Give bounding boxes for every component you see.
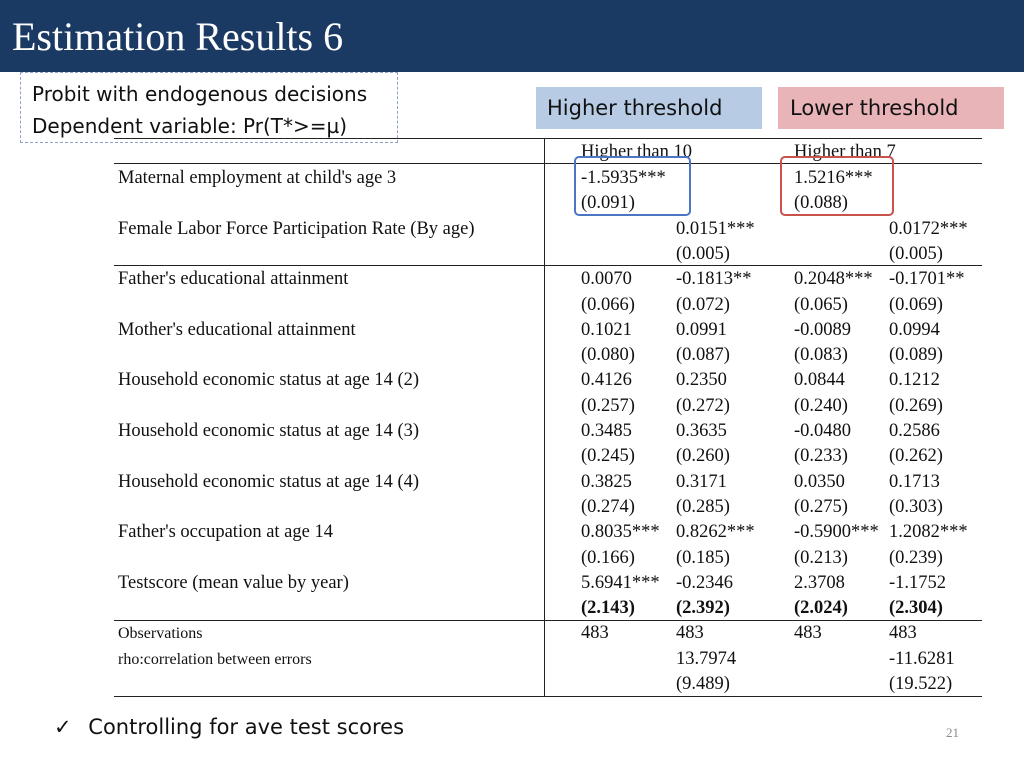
- higher-threshold-tag: Higher threshold: [536, 87, 762, 129]
- table-cell: (0.272): [676, 395, 730, 416]
- table-rule-section: [114, 265, 982, 266]
- table-cell: (0.072): [676, 294, 730, 315]
- table-cell: -0.1813**: [676, 269, 752, 290]
- checkmark-icon: ✓: [54, 715, 72, 739]
- highlight-box-lower: [780, 156, 894, 216]
- table-cell: (0.213): [794, 547, 848, 568]
- table-cell: -11.6281: [889, 648, 955, 669]
- table-cell: (0.269): [889, 395, 943, 416]
- table-cell: 0.8262***: [676, 522, 755, 543]
- table-cell: (0.166): [581, 547, 635, 568]
- table-cell: (0.066): [581, 294, 635, 315]
- table-cell: (0.260): [676, 446, 730, 467]
- table-cell: 0.0070: [581, 269, 632, 290]
- table-cell: (0.239): [889, 547, 943, 568]
- table-cell: 1.5216***: [794, 168, 873, 188]
- table-cell: 0.3825: [581, 471, 632, 492]
- table-cell: 13.7974: [676, 648, 737, 669]
- table-cell: 0.0844: [794, 370, 845, 391]
- results-table: [114, 138, 982, 697]
- dependent-variable: Dependent variable: Pr(T*>=µ): [32, 114, 348, 138]
- table-cell: (0.088): [794, 193, 848, 214]
- row-label: Household economic status at age 14 (4): [118, 471, 420, 492]
- table-cell: 0.3485: [581, 421, 632, 441]
- table-cell: (0.274): [581, 496, 635, 517]
- table-cell: (0.233): [794, 446, 848, 467]
- table-cell: 483: [676, 623, 704, 644]
- table-cell: 0.0172***: [889, 218, 968, 239]
- row-label: Father's occupation at age 14: [118, 522, 333, 543]
- table-cell: 0.4126: [581, 370, 632, 391]
- table-cell: (0.245): [581, 446, 635, 467]
- table-cell: -0.5900***: [794, 522, 879, 543]
- table-cell: (19.522): [889, 674, 953, 694]
- table-cell: 0.2586: [889, 421, 940, 441]
- table-cell: 0.3171: [676, 471, 727, 492]
- table-cell: (0.091): [581, 193, 635, 214]
- table-cell: 0.2350: [676, 370, 727, 391]
- table-cell: (0.080): [581, 345, 635, 366]
- table-cell: (2.392): [676, 598, 730, 619]
- table-rule-stats: [114, 620, 982, 621]
- table-cell: (0.005): [676, 243, 730, 264]
- table-cell: (0.262): [889, 446, 943, 467]
- table-cell: (0.087): [676, 345, 730, 366]
- table-cell: (0.069): [889, 294, 943, 315]
- model-info-box: [20, 72, 398, 143]
- title-bar: [0, 0, 1024, 72]
- table-cell: (0.285): [676, 496, 730, 517]
- table-cell: 5.6941***: [581, 572, 660, 593]
- column-header-higher-than-7: Higher than 7: [794, 142, 896, 162]
- table-cell: 0.8035***: [581, 522, 660, 543]
- table-cell: 2.3708: [794, 572, 845, 593]
- table-cell: (2.304): [889, 598, 943, 619]
- footer-note: [54, 713, 404, 741]
- table-rule-top: [114, 138, 982, 139]
- highlight-box-higher: [574, 156, 691, 216]
- table-cell: -1.5935***: [581, 168, 666, 188]
- table-cell: -1.1752: [889, 572, 947, 593]
- row-label: Household economic status at age 14 (3): [118, 421, 420, 441]
- table-cell: 1.2082***: [889, 522, 968, 543]
- table-cell: 0.1713: [889, 471, 940, 492]
- table-cell: (0.089): [889, 345, 943, 366]
- table-cell: (0.065): [794, 294, 848, 315]
- table-cell: 0.2048***: [794, 269, 873, 290]
- table-cell: (0.005): [889, 243, 943, 264]
- slide-title: Estimation Results 6: [12, 14, 344, 59]
- table-cell: 0.1021: [581, 319, 632, 340]
- row-label: Female Labor Force Participation Rate (By age): [118, 218, 475, 239]
- table-cell: 0.3635: [676, 421, 727, 441]
- row-label: Observations: [118, 625, 203, 643]
- row-label: Household economic status at age 14 (2): [118, 370, 420, 391]
- table-divider: [544, 138, 545, 697]
- page-number: 21: [946, 725, 959, 740]
- table-cell: 483: [889, 623, 917, 644]
- table-cell: (0.240): [794, 395, 848, 416]
- table-cell: 0.0350: [794, 471, 845, 492]
- table-cell: -0.1701**: [889, 269, 965, 290]
- row-label: Mother's educational attainment: [118, 319, 356, 340]
- table-rule-bottom: [114, 696, 982, 697]
- footer-note-text: Controlling for ave test scores: [88, 715, 405, 739]
- column-header-higher-than-10: Higher than 10: [581, 142, 692, 162]
- table-cell: 0.0151***: [676, 218, 755, 239]
- table-cell: 0.0994: [889, 319, 940, 340]
- lower-threshold-tag: Lower threshold: [778, 87, 1004, 129]
- row-label: Maternal employment at child's age 3: [118, 168, 397, 188]
- table-cell: (0.257): [581, 395, 635, 416]
- table-cell: -0.2346: [676, 572, 734, 593]
- row-label: Testscore (mean value by year): [118, 572, 349, 593]
- table-cell: 0.0991: [676, 319, 727, 340]
- table-cell: (2.143): [581, 598, 635, 619]
- model-description: Probit with endogenous decisions: [32, 82, 368, 106]
- table-cell: (0.275): [794, 496, 848, 517]
- row-label: Father's educational attainment: [118, 269, 349, 290]
- table-cell: 483: [581, 623, 609, 644]
- table-cell: (2.024): [794, 598, 848, 619]
- table-cell: 0.1212: [889, 370, 940, 391]
- table-cell: (0.185): [676, 547, 730, 568]
- table-cell: (0.303): [889, 496, 943, 517]
- table-cell: (0.083): [794, 345, 848, 366]
- table-cell: 483: [794, 623, 822, 644]
- row-label: rho:correlation between errors: [118, 650, 312, 668]
- table-cell: (9.489): [676, 674, 730, 694]
- table-cell: -0.0480: [794, 421, 852, 441]
- table-cell: -0.0089: [794, 319, 852, 340]
